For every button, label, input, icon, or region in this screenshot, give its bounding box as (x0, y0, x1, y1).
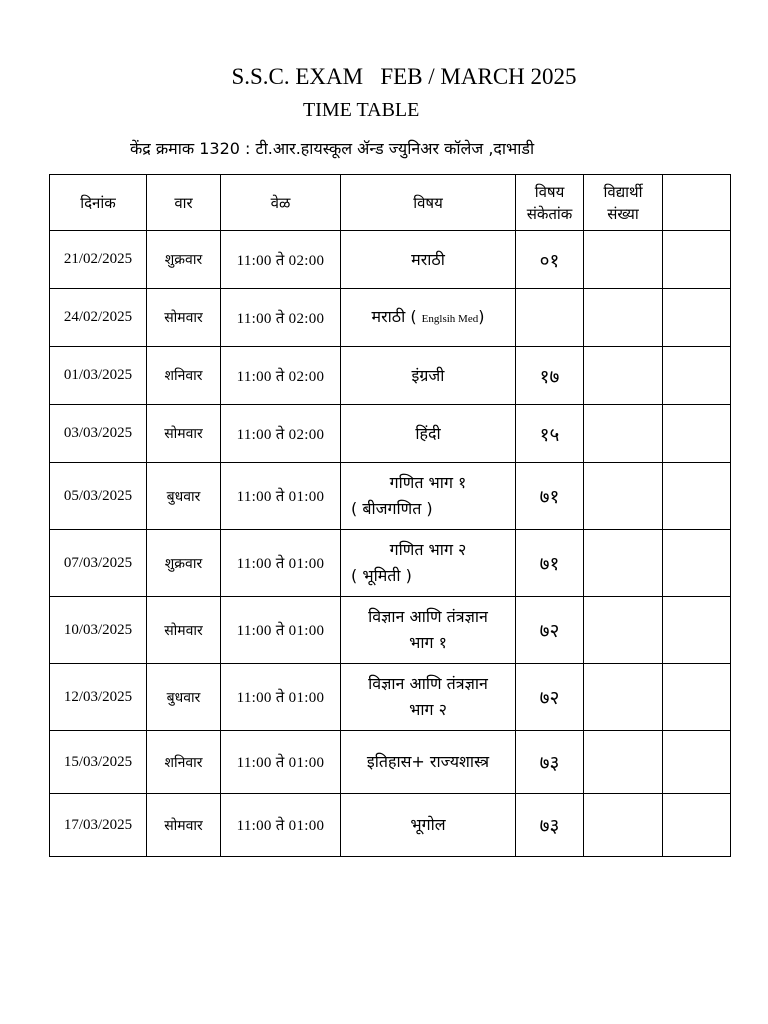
table-row (50, 347, 731, 405)
row-blank (663, 289, 731, 347)
row-code: ७३ (516, 794, 584, 857)
row-blank (663, 463, 731, 530)
row-students (584, 794, 663, 857)
row-subject-line1: विज्ञान आणि तंत्रज्ञान (368, 674, 488, 693)
table-row (50, 289, 731, 347)
row-students (584, 347, 663, 405)
row-subject: भूगोल (341, 794, 516, 857)
row-students (584, 463, 663, 530)
header-time: वेळ (221, 175, 341, 231)
row-blank (663, 405, 731, 463)
row-code: ७२ (516, 664, 584, 731)
row-date: 10/03/2025 (50, 597, 147, 664)
row-day: शनिवार (147, 347, 221, 405)
row-code: १७ (516, 347, 584, 405)
row-code: ७२ (516, 597, 584, 664)
row-time: 11:00 ते 01:00 (221, 597, 341, 664)
row-students (584, 231, 663, 289)
row-subject-line2: ( भूमिती ) (351, 566, 412, 585)
row-blank (663, 347, 731, 405)
row-subject-line2: भाग १ (409, 633, 447, 652)
row-subject: मराठी (341, 231, 516, 289)
table-row (50, 794, 731, 857)
row-blank (663, 231, 731, 289)
row-subject-line2: ( बीजगणित ) (351, 499, 433, 518)
row-code: १५ (516, 405, 584, 463)
row-subject-line2: भाग २ (409, 700, 447, 719)
row-time: 11:00 ते 01:00 (221, 664, 341, 731)
row-students (584, 664, 663, 731)
table-row (50, 530, 731, 597)
header-subject: विषय (341, 175, 516, 231)
row-date: 17/03/2025 (50, 794, 147, 857)
table-row (50, 405, 731, 463)
row-blank (663, 664, 731, 731)
row-date: 07/03/2025 (50, 530, 147, 597)
header-students (584, 175, 663, 231)
row-subject-medium: Englsih Med (421, 312, 479, 325)
row-code: ७१ (516, 463, 584, 530)
row-date: 12/03/2025 (50, 664, 147, 731)
row-code: ७१ (516, 530, 584, 597)
row-subject (341, 530, 516, 597)
table-header-row (50, 175, 731, 231)
row-date: 24/02/2025 (50, 289, 147, 347)
row-subject: हिंदी (341, 405, 516, 463)
row-code: ७३ (516, 731, 584, 794)
table-row (50, 463, 731, 530)
header-code-line2: संकेतांक (526, 204, 573, 223)
table-row (50, 731, 731, 794)
row-day: सोमवार (147, 405, 221, 463)
row-day: शुक्रवार (147, 231, 221, 289)
row-day: सोमवार (147, 289, 221, 347)
row-blank (663, 530, 731, 597)
row-subject-text: मराठी ( (371, 306, 417, 326)
table-row (50, 597, 731, 664)
row-blank (663, 731, 731, 794)
row-time: 11:00 ते 01:00 (221, 530, 341, 597)
row-blank (663, 597, 731, 664)
header-code-line1: विषय (534, 182, 565, 201)
row-day: शनिवार (147, 731, 221, 794)
row-subject-line1: गणित भाग २ (389, 540, 467, 559)
row-subject (341, 463, 516, 530)
header-blank (663, 175, 731, 231)
row-day: सोमवार (147, 597, 221, 664)
row-day: सोमवार (147, 794, 221, 857)
row-blank (663, 794, 731, 857)
row-subject (341, 664, 516, 731)
header-date: दिनांक (50, 175, 147, 231)
row-date: 21/02/2025 (50, 231, 147, 289)
header-code (516, 175, 584, 231)
row-time: 11:00 ते 02:00 (221, 347, 341, 405)
row-day: बुधवार (147, 463, 221, 530)
row-time: 11:00 ते 02:00 (221, 405, 341, 463)
row-students (584, 731, 663, 794)
row-subject (341, 597, 516, 664)
row-code (516, 289, 584, 347)
row-subject-line1: गणित भाग १ (389, 473, 467, 492)
row-date: 05/03/2025 (50, 463, 147, 530)
row-subject: इंग्रजी (341, 347, 516, 405)
header-day: वार (147, 175, 221, 231)
row-students (584, 289, 663, 347)
row-students (584, 597, 663, 664)
row-date: 15/03/2025 (50, 731, 147, 794)
timetable (49, 174, 731, 857)
exam-title: S.S.C. EXAM FEB / MARCH 2025 (231, 64, 577, 89)
row-day: बुधवार (147, 664, 221, 731)
header-students-line1: विद्यार्थी (603, 182, 643, 201)
row-time: 11:00 ते 01:00 (221, 731, 341, 794)
row-subject-close: ) (478, 306, 485, 326)
timetable-subtitle: TIME TABLE (303, 99, 420, 121)
header-students-line2: संख्या (607, 204, 639, 223)
row-day: शुक्रवार (147, 530, 221, 597)
table-row (50, 231, 731, 289)
row-time: 11:00 ते 01:00 (221, 463, 341, 530)
row-subject (341, 289, 516, 347)
row-subject-line1: विज्ञान आणि तंत्रज्ञान (368, 607, 488, 626)
center-info: केंद्र क्रमाक 1320 : टी.आर.हायस्कूल ॲन्ड ज्युनिअर कॉलेज ,दाभाडी (130, 139, 535, 158)
row-time: 11:00 ते 02:00 (221, 289, 341, 347)
row-date: 03/03/2025 (50, 405, 147, 463)
table-row (50, 664, 731, 731)
row-time: 11:00 ते 01:00 (221, 794, 341, 857)
row-students (584, 405, 663, 463)
row-code: ०१ (516, 231, 584, 289)
row-students (584, 530, 663, 597)
row-subject: इतिहास+ राज्यशास्त्र (341, 731, 516, 794)
row-date: 01/03/2025 (50, 347, 147, 405)
row-time: 11:00 ते 02:00 (221, 231, 341, 289)
